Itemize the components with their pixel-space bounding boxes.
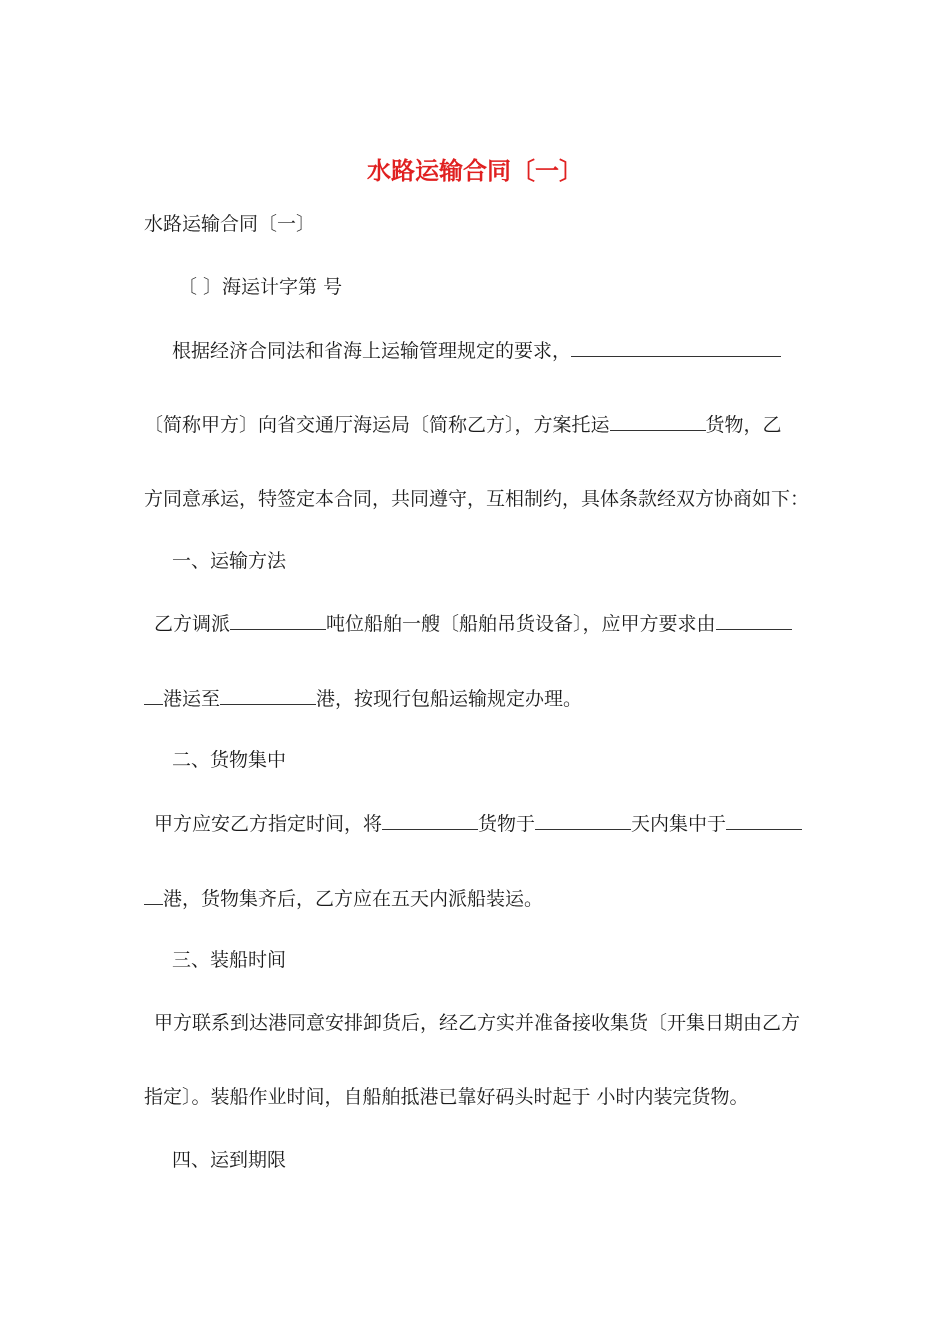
paragraph-1-line-1 (172, 338, 781, 363)
section-3-line-1: 甲方联系到达港同意安排卸货后，经乙方实并准备接收集货〔开集日期由乙方 (154, 1012, 801, 1034)
fill-blank-party-a[interactable] (571, 338, 781, 357)
document-subtitle: 水路运输合同〔一〕 (144, 213, 316, 235)
paragraph-text: 根据经济合同法和省海上运输管理规定的要求， (172, 340, 572, 362)
paragraph-text: 〔简称甲方〕向省交通厅海运局〔简称乙方〕，方案托运 (144, 414, 610, 436)
fill-blank-collection-port[interactable] (726, 811, 802, 830)
reference-number: 〔 〕海运计字第 号 (178, 276, 343, 298)
fill-blank-collection-port-cont[interactable] (144, 886, 163, 905)
paragraph-text: 吨位船舶一艘〔船舶吊货设备〕，应甲方要求由 (326, 613, 716, 635)
section-4-heading: 四、运到期限 (172, 1149, 287, 1171)
fill-blank-goods-name[interactable] (382, 811, 478, 830)
paragraph-1-line-2 (144, 412, 782, 437)
section-2-heading: 二、货物集中 (172, 749, 287, 771)
fill-blank-origin-port[interactable] (716, 611, 792, 630)
fill-blank-destination-port[interactable] (220, 686, 316, 705)
section-1-line-2 (144, 686, 582, 711)
fill-blank-origin-port-cont[interactable] (144, 686, 163, 705)
section-1-line-1 (154, 611, 792, 636)
section-1-heading: 一、运输方法 (172, 550, 287, 572)
document-title: 水路运输合同〔一〕 (367, 156, 583, 185)
section-2-line-2 (144, 886, 543, 911)
fill-blank-goods[interactable] (610, 412, 706, 431)
paragraph-text: 港，货物集齐后，乙方应在五天内派船装运。 (163, 888, 544, 910)
paragraph-text: 港运至 (163, 688, 221, 710)
section-3-heading: 三、装船时间 (172, 949, 287, 971)
fill-blank-days[interactable] (535, 811, 631, 830)
paragraph-1-line-3: 方同意承运，特签定本合同，共同遵守，互相制约，具体条款经双方协商如下： (144, 488, 810, 510)
section-3-line-2: 指定〕。装船作业时间，自船舶抵港已靠好码头时起于 小时内装完货物。 (144, 1086, 749, 1108)
section-2-line-1 (154, 811, 802, 836)
paragraph-text: 乙方调派 (154, 613, 231, 635)
paragraph-text: 天内集中于 (631, 813, 727, 835)
paragraph-text: 货物，乙 (705, 414, 782, 436)
paragraph-text: 甲方应安乙方指定时间，将 (154, 813, 383, 835)
fill-blank-tonnage[interactable] (230, 611, 326, 630)
paragraph-text: 港，按现行包船运输规定办理。 (316, 688, 583, 710)
paragraph-text: 货物于 (478, 813, 536, 835)
